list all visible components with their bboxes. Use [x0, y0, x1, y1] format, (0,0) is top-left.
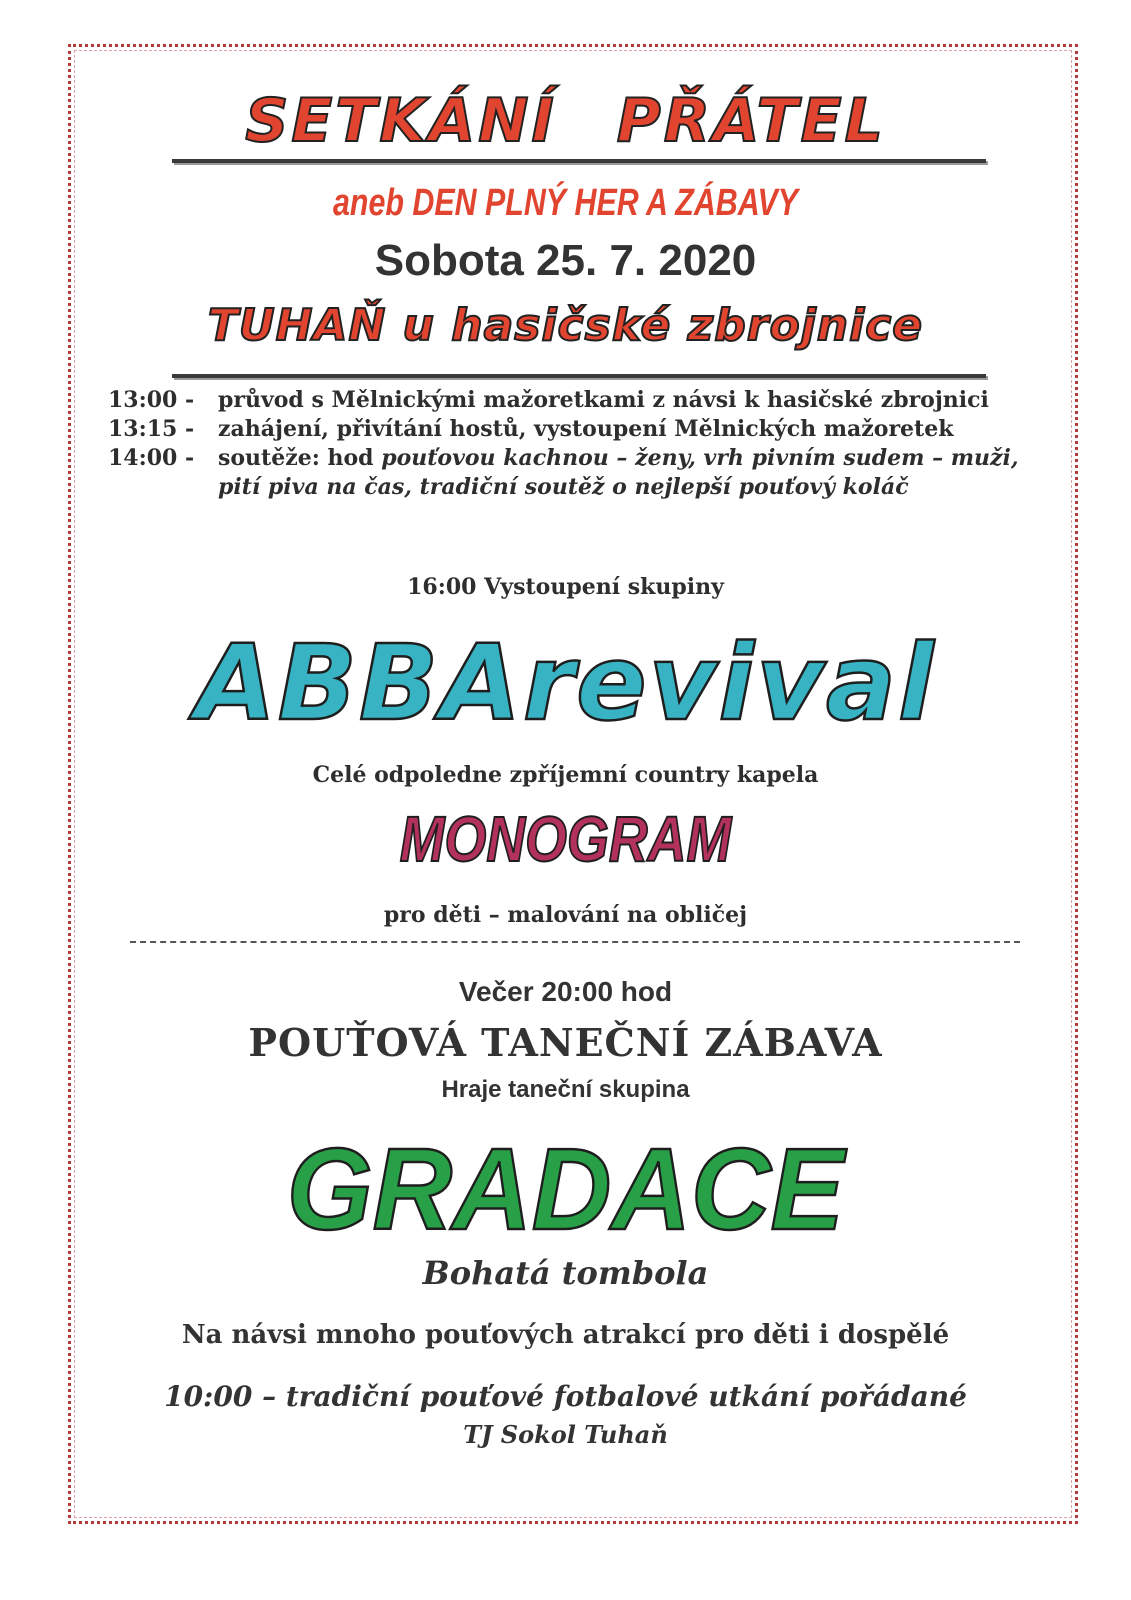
title-word-2: PŘÁTEL [616, 86, 886, 156]
place-divider [172, 374, 986, 378]
schedule-time: 13:15 - [108, 416, 195, 442]
schedule-text-plain: soutěže: hod [218, 445, 382, 471]
event-place: TUHAŇ u hasičské zbrojnice [207, 300, 924, 351]
schedule-item [108, 444, 1048, 502]
tombola-note: Bohatá tombola [422, 1254, 709, 1292]
dance-event-title: POUŤOVÁ TANEČNÍ ZÁBAVA [248, 1020, 883, 1065]
schedule-time: 14:00 - [108, 445, 195, 471]
schedule-item [108, 415, 1048, 444]
dance-band-name: GRADACE [286, 1124, 845, 1254]
title-divider [172, 159, 986, 163]
poster-title [0, 86, 1131, 156]
schedule-time: 13:00 - [108, 387, 195, 413]
schedule-list [108, 386, 1048, 502]
football-match: 10:00 – tradiční pouťové fotbalové utkání pořádané [164, 1380, 967, 1413]
kids-activity: pro děti – malování na obličej [383, 902, 748, 928]
schedule-text: průvod s Mělnickými mažoretkami z návsi k hasičské zbrojnici [218, 387, 989, 413]
country-note: Celé odpoledne zpříjemní country kapela [312, 762, 819, 788]
organizer-name: TJ Sokol Tuhaň [463, 1420, 668, 1449]
attractions-note: Na návsi mnoho pouťových atrakcí pro děti i dospělé [181, 1320, 950, 1350]
country-band-name: MONOGRAM [399, 803, 732, 875]
schedule-text [218, 444, 1048, 502]
evening-time: Večer 20:00 hod [458, 976, 673, 1007]
dance-plays-note: Hraje taneční skupina [441, 1076, 690, 1103]
section-divider [130, 941, 1020, 943]
performance-time: 16:00 Vystoupení skupiny [407, 574, 724, 600]
poster-subtitle: aneb DEN PLNÝ HER A ZÁBAVY [332, 182, 799, 224]
schedule-item [108, 386, 1048, 415]
event-date: Sobota 25. 7. 2020 [374, 236, 757, 285]
headline-band-abba: ABBArevival [195, 622, 936, 744]
title-word-1: SETKÁNÍ [245, 86, 557, 156]
schedule-text: zahájení, přivítání hostů, vystoupení Mělnických mažoretek [218, 416, 954, 442]
schedule-text-italic: pouťovou kachnou – ženy, vrh pivním sudem – muži, pití piva na čas, tradiční soutěž o nejlepší pouťový koláč [218, 445, 1019, 500]
